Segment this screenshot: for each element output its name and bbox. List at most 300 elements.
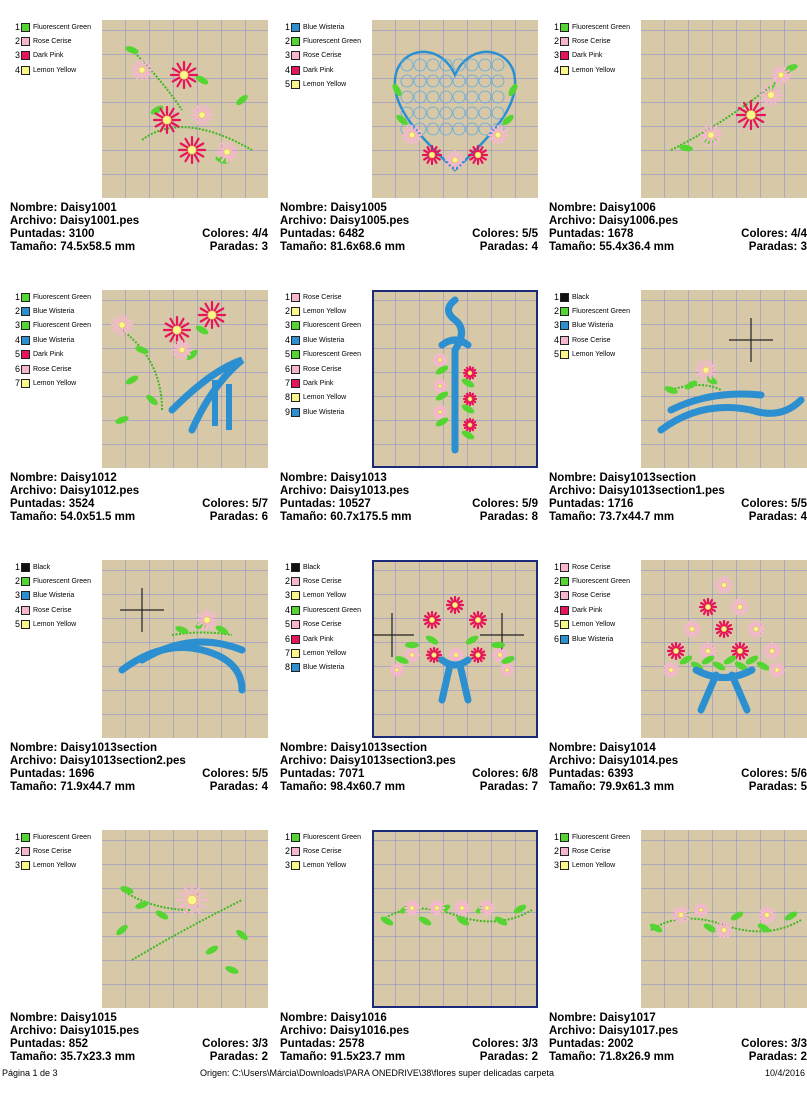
stop-count-label: Paradas: — [748, 240, 798, 253]
legend-item — [551, 844, 641, 858]
legend-item — [282, 63, 372, 77]
color-swatch — [291, 620, 300, 629]
legend-item — [282, 290, 372, 304]
color-swatch — [21, 833, 30, 842]
color-swatch — [560, 321, 569, 330]
design-name-label: Nombre: — [549, 742, 597, 754]
stop-count-value: 4 — [800, 510, 807, 523]
stitch-count — [549, 228, 633, 241]
thread-name: Fluorescent Green — [303, 322, 361, 330]
embroidery-preview — [641, 560, 807, 738]
stitch-count — [280, 228, 364, 241]
design-file-label: Archivo: — [10, 754, 57, 767]
legend-item — [551, 290, 641, 304]
design-size-value: 73.7x44.7 mm — [599, 510, 675, 523]
legend-index: 1 — [284, 831, 290, 842]
design-size-value: 71.8x26.9 mm — [599, 1050, 675, 1063]
design-size-value: 81.6x68.6 mm — [330, 240, 406, 253]
legend-index: 5 — [284, 619, 290, 630]
design-file-label: Archivo: — [280, 754, 327, 767]
legend-item — [282, 376, 372, 390]
design-size — [10, 781, 135, 794]
thread-name: Rose Cerise — [572, 848, 611, 856]
legend-index: 9 — [284, 406, 290, 417]
legend-item — [551, 333, 641, 347]
color-legend — [282, 560, 372, 675]
color-legend — [282, 20, 372, 92]
thread-name: Dark Pink — [303, 380, 334, 388]
color-legend — [12, 20, 102, 78]
thread-name: Lemon Yellow — [303, 862, 347, 870]
color-swatch — [291, 408, 300, 417]
design-file-value: Daisy1013section2.pes — [59, 754, 186, 767]
stop-count-label: Paradas: — [748, 1050, 798, 1063]
legend-item — [282, 391, 372, 405]
legend-item — [282, 49, 372, 63]
stitch-count — [549, 768, 633, 781]
legend-index: 6 — [284, 363, 290, 374]
info-row — [280, 511, 538, 524]
design-size — [280, 511, 411, 524]
legend-index: 4 — [284, 334, 290, 345]
color-swatch — [21, 51, 30, 60]
design-size — [280, 241, 405, 254]
stitch-count-label: Puntadas: — [280, 227, 336, 240]
design-file-label: Archivo: — [549, 754, 596, 767]
design-name-value: Daisy1006 — [599, 202, 656, 214]
design-card — [280, 290, 540, 560]
legend-index: 5 — [553, 619, 559, 630]
info-row — [10, 472, 268, 485]
thread-name: Rose Cerise — [572, 336, 611, 344]
legend-index: 3 — [553, 320, 559, 331]
thread-name: Rose Cerise — [572, 563, 611, 571]
color-count-value: 3/3 — [252, 1037, 268, 1050]
design-card — [280, 20, 540, 290]
design-size — [280, 781, 405, 794]
design-preview — [372, 290, 538, 468]
info-row — [10, 781, 268, 794]
design-name-value: Daisy1015 — [60, 1012, 117, 1024]
info-row — [280, 241, 538, 254]
color-swatch — [21, 379, 30, 388]
embroidery-preview — [102, 20, 268, 198]
color-swatch — [291, 606, 300, 615]
legend-item — [12, 20, 102, 34]
info-row — [549, 215, 807, 228]
legend-item — [12, 376, 102, 390]
design-info — [549, 202, 807, 254]
design-file-value: Daisy1014.pes — [598, 754, 679, 767]
design-card — [280, 560, 540, 830]
color-count-label: Colores: — [472, 767, 519, 780]
design-size-label: Tamaño: — [10, 510, 58, 523]
design-file — [280, 215, 409, 228]
legend-index: 2 — [14, 576, 20, 587]
design-file-value: Daisy1013.pes — [329, 484, 410, 497]
color-count-value: 5/5 — [791, 497, 807, 510]
legend-item — [12, 603, 102, 617]
stitch-count-value: 2002 — [607, 1037, 634, 1050]
thread-name: Lemon Yellow — [303, 650, 347, 658]
info-row — [280, 472, 538, 485]
legend-index: 8 — [284, 392, 290, 403]
stitch-count-value: 1678 — [607, 227, 634, 240]
legend-index: 3 — [553, 50, 559, 61]
design-size-label: Tamaño: — [10, 780, 58, 793]
design-size-label: Tamaño: — [549, 240, 597, 253]
design-size-value: 60.7x175.5 mm — [330, 510, 412, 523]
color-count-value: 5/5 — [252, 767, 268, 780]
color-legend — [551, 830, 641, 873]
legend-index: 4 — [14, 334, 20, 345]
color-swatch — [21, 23, 30, 32]
color-swatch — [291, 336, 300, 345]
stitch-count — [10, 498, 94, 511]
color-count — [741, 768, 807, 781]
design-size — [549, 781, 674, 794]
legend-item — [12, 560, 102, 574]
design-name — [549, 1012, 656, 1025]
design-name — [549, 202, 656, 215]
thread-name: Fluorescent Green — [33, 293, 91, 301]
info-row — [549, 472, 807, 485]
thread-name: Fluorescent Green — [303, 38, 361, 46]
info-row — [549, 781, 807, 794]
stop-count — [210, 1051, 268, 1064]
legend-item — [282, 34, 372, 48]
color-swatch — [21, 591, 30, 600]
info-row — [10, 228, 268, 241]
design-preview — [372, 20, 538, 198]
stitch-count-value: 1696 — [68, 767, 95, 780]
design-size-label: Tamaño: — [10, 240, 58, 253]
color-swatch — [560, 307, 569, 316]
design-info — [280, 202, 538, 254]
design-file-value: Daisy1013section3.pes — [329, 754, 456, 767]
color-swatch — [21, 365, 30, 374]
stitch-count — [280, 768, 364, 781]
thread-name: Blue Wisteria — [572, 322, 614, 330]
legend-index: 1 — [14, 21, 20, 32]
stop-count-label: Paradas: — [748, 780, 798, 793]
design-file-label: Archivo: — [549, 214, 596, 227]
design-file-value: Daisy1017.pes — [598, 1024, 679, 1037]
design-size-label: Tamaño: — [549, 510, 597, 523]
legend-index: 7 — [284, 648, 290, 659]
info-row — [10, 498, 268, 511]
design-file — [549, 755, 678, 768]
design-size-value: 79.9x61.3 mm — [599, 780, 675, 793]
stop-count — [749, 241, 807, 254]
color-count-label: Colores: — [741, 227, 788, 240]
design-card — [280, 830, 540, 1100]
stop-count-value: 2 — [800, 1050, 807, 1063]
stop-count-label: Paradas: — [209, 240, 259, 253]
color-legend — [12, 290, 102, 391]
legend-index: 2 — [284, 846, 290, 857]
color-swatch — [21, 37, 30, 46]
color-swatch — [560, 563, 569, 572]
design-file-label: Archivo: — [280, 484, 327, 497]
design-size-value: 98.4x60.7 mm — [330, 780, 406, 793]
info-row — [549, 511, 807, 524]
color-count-value: 5/5 — [522, 227, 538, 240]
stitch-count-label: Puntadas: — [549, 1037, 605, 1050]
design-size-label: Tamaño: — [549, 1050, 597, 1063]
legend-item — [12, 362, 102, 376]
design-name-value: Daisy1014 — [599, 742, 656, 754]
legend-index: 6 — [14, 363, 20, 374]
design-card — [549, 560, 807, 830]
stitch-count — [549, 1038, 633, 1051]
info-row — [10, 1025, 268, 1038]
legend-index: 2 — [553, 306, 559, 317]
color-swatch — [560, 833, 569, 842]
stop-count — [749, 1051, 807, 1064]
design-size — [549, 241, 674, 254]
color-swatch — [560, 336, 569, 345]
info-row — [10, 241, 268, 254]
color-legend — [12, 560, 102, 632]
thread-name: Dark Pink — [303, 66, 334, 74]
stop-count-value: 3 — [261, 240, 268, 253]
info-row — [549, 742, 807, 755]
color-count — [472, 768, 538, 781]
color-swatch — [291, 80, 300, 89]
design-preview — [641, 830, 807, 1008]
stitch-count-label: Puntadas: — [280, 767, 336, 780]
embroidery-preview — [102, 560, 268, 738]
legend-index: 4 — [284, 64, 290, 75]
design-file-value: Daisy1001.pes — [59, 214, 140, 227]
legend-item — [282, 405, 372, 419]
thread-name: Blue Wisteria — [572, 635, 614, 643]
stitch-count-label: Puntadas: — [10, 227, 66, 240]
color-swatch — [291, 649, 300, 658]
design-file-label: Archivo: — [10, 484, 57, 497]
stitch-count-label: Puntadas: — [10, 497, 66, 510]
info-row — [280, 1038, 538, 1051]
design-name-label: Nombre: — [10, 202, 58, 214]
legend-item — [551, 560, 641, 574]
legend-item — [282, 618, 372, 632]
design-size — [549, 511, 674, 524]
legend-index: 4 — [553, 604, 559, 615]
stitch-count — [549, 498, 633, 511]
color-swatch — [560, 66, 569, 75]
stitch-count — [10, 228, 94, 241]
color-swatch — [291, 293, 300, 302]
thread-name: Black — [303, 563, 321, 571]
thread-name: Blue Wisteria — [33, 336, 75, 344]
color-swatch — [291, 847, 300, 856]
stop-count-value: 2 — [261, 1050, 268, 1063]
stitch-count-label: Puntadas: — [280, 1037, 336, 1050]
legend-index: 1 — [553, 561, 559, 572]
thread-name: Rose Cerise — [572, 592, 611, 600]
info-row — [10, 485, 268, 498]
legend-item — [282, 333, 372, 347]
color-swatch — [291, 591, 300, 600]
legend-index: 5 — [553, 349, 559, 360]
thread-name: Rose Cerise — [303, 365, 342, 373]
stop-count-label: Paradas: — [748, 510, 798, 523]
stop-count-value: 7 — [531, 780, 538, 793]
design-name — [280, 202, 387, 215]
color-count-label: Colores: — [202, 497, 249, 510]
color-count-label: Colores: — [741, 497, 788, 510]
legend-item — [12, 49, 102, 63]
color-swatch — [291, 861, 300, 870]
design-file — [10, 215, 139, 228]
thread-name: Dark Pink — [572, 606, 603, 614]
color-count-value: 4/4 — [252, 227, 268, 240]
design-info — [10, 202, 268, 254]
legend-index: 2 — [553, 846, 559, 857]
thread-name: Fluorescent Green — [33, 23, 91, 31]
thread-name: Blue Wisteria — [33, 308, 75, 316]
color-swatch — [21, 620, 30, 629]
thread-name: Rose Cerise — [303, 293, 342, 301]
color-count — [741, 228, 807, 241]
legend-item — [551, 589, 641, 603]
stitch-count-value: 3100 — [68, 227, 95, 240]
stitch-count-value: 6482 — [338, 227, 365, 240]
color-count-label: Colores: — [741, 1037, 788, 1050]
design-preview — [102, 560, 268, 738]
design-size — [549, 1051, 674, 1064]
color-swatch — [560, 37, 569, 46]
design-preview — [641, 560, 807, 738]
design-preview — [102, 20, 268, 198]
color-count — [202, 498, 268, 511]
color-swatch — [291, 307, 300, 316]
color-legend — [282, 830, 372, 873]
thread-name: Lemon Yellow — [303, 394, 347, 402]
thread-name: Rose Cerise — [572, 38, 611, 46]
stop-count-value: 5 — [800, 780, 807, 793]
color-swatch — [291, 350, 300, 359]
legend-item — [12, 319, 102, 333]
stitch-count-value: 10527 — [338, 497, 371, 510]
stop-count-value: 2 — [531, 1050, 538, 1063]
legend-item — [551, 319, 641, 333]
thread-name: Blue Wisteria — [303, 408, 345, 416]
info-row — [549, 1025, 807, 1038]
stop-count-value: 6 — [261, 510, 268, 523]
stitch-count-label: Puntadas: — [549, 767, 605, 780]
legend-item — [551, 618, 641, 632]
design-name-label: Nombre: — [549, 202, 597, 214]
legend-item — [12, 574, 102, 588]
legend-index: 4 — [14, 604, 20, 615]
stop-count-label: Paradas: — [209, 1050, 259, 1063]
color-count-value: 3/3 — [791, 1037, 807, 1050]
legend-index: 5 — [284, 79, 290, 90]
color-count — [472, 228, 538, 241]
design-name-label: Nombre: — [549, 472, 597, 484]
thread-name: Fluorescent Green — [572, 308, 630, 316]
thread-name: Dark Pink — [33, 52, 64, 60]
legend-index: 7 — [14, 378, 20, 389]
color-count — [472, 1038, 538, 1051]
stop-count-value: 3 — [800, 240, 807, 253]
stitch-count — [10, 1038, 88, 1051]
color-swatch — [21, 563, 30, 572]
info-row — [549, 768, 807, 781]
design-file-label: Archivo: — [10, 214, 57, 227]
legend-item — [282, 603, 372, 617]
design-name-value: Daisy1013section — [330, 742, 428, 754]
thread-name: Dark Pink — [572, 52, 603, 60]
legend-index: 4 — [553, 64, 559, 75]
embroidery-preview — [372, 290, 538, 468]
stitch-count-label: Puntadas: — [549, 227, 605, 240]
stop-count — [480, 781, 538, 794]
info-row — [549, 498, 807, 511]
color-swatch — [291, 563, 300, 572]
thread-name: Fluorescent Green — [33, 833, 91, 841]
info-row — [280, 202, 538, 215]
thread-name: Fluorescent Green — [303, 606, 361, 614]
design-size-label: Tamaño: — [280, 1050, 328, 1063]
legend-index: 3 — [553, 860, 559, 871]
legend-item — [12, 859, 102, 873]
color-swatch — [291, 635, 300, 644]
info-row — [10, 215, 268, 228]
stitch-count-label: Puntadas: — [10, 767, 66, 780]
color-count-value: 5/6 — [791, 767, 807, 780]
legend-item — [551, 574, 641, 588]
design-size-label: Tamaño: — [10, 1050, 58, 1063]
stop-count — [210, 241, 268, 254]
info-row — [10, 1051, 268, 1064]
legend-index: 3 — [14, 590, 20, 601]
stitch-count-value: 6393 — [607, 767, 634, 780]
legend-item — [282, 859, 372, 873]
thread-name: Fluorescent Green — [572, 833, 630, 841]
legend-item — [551, 49, 641, 63]
legend-item — [282, 646, 372, 660]
design-name-value: Daisy1016 — [330, 1012, 387, 1024]
embroidery-preview — [102, 830, 268, 1008]
color-swatch — [560, 606, 569, 615]
design-name — [10, 742, 157, 755]
info-row — [280, 755, 538, 768]
design-file-value: Daisy1013section1.pes — [598, 484, 725, 497]
color-swatch — [560, 293, 569, 302]
color-swatch — [291, 393, 300, 402]
color-swatch — [21, 606, 30, 615]
legend-index: 5 — [14, 619, 20, 630]
thread-name: Rose Cerise — [303, 848, 342, 856]
info-row — [280, 498, 538, 511]
design-name-value: Daisy1013 — [330, 472, 387, 484]
info-row — [10, 202, 268, 215]
design-size-value: 54.0x51.5 mm — [60, 510, 136, 523]
thread-name: Rose Cerise — [33, 365, 72, 373]
info-row — [280, 781, 538, 794]
color-count — [202, 228, 268, 241]
color-swatch — [560, 635, 569, 644]
info-row — [549, 202, 807, 215]
design-name — [280, 472, 387, 485]
info-row — [10, 1012, 268, 1025]
legend-item — [12, 844, 102, 858]
color-legend — [551, 290, 641, 362]
legend-index: 2 — [284, 576, 290, 587]
